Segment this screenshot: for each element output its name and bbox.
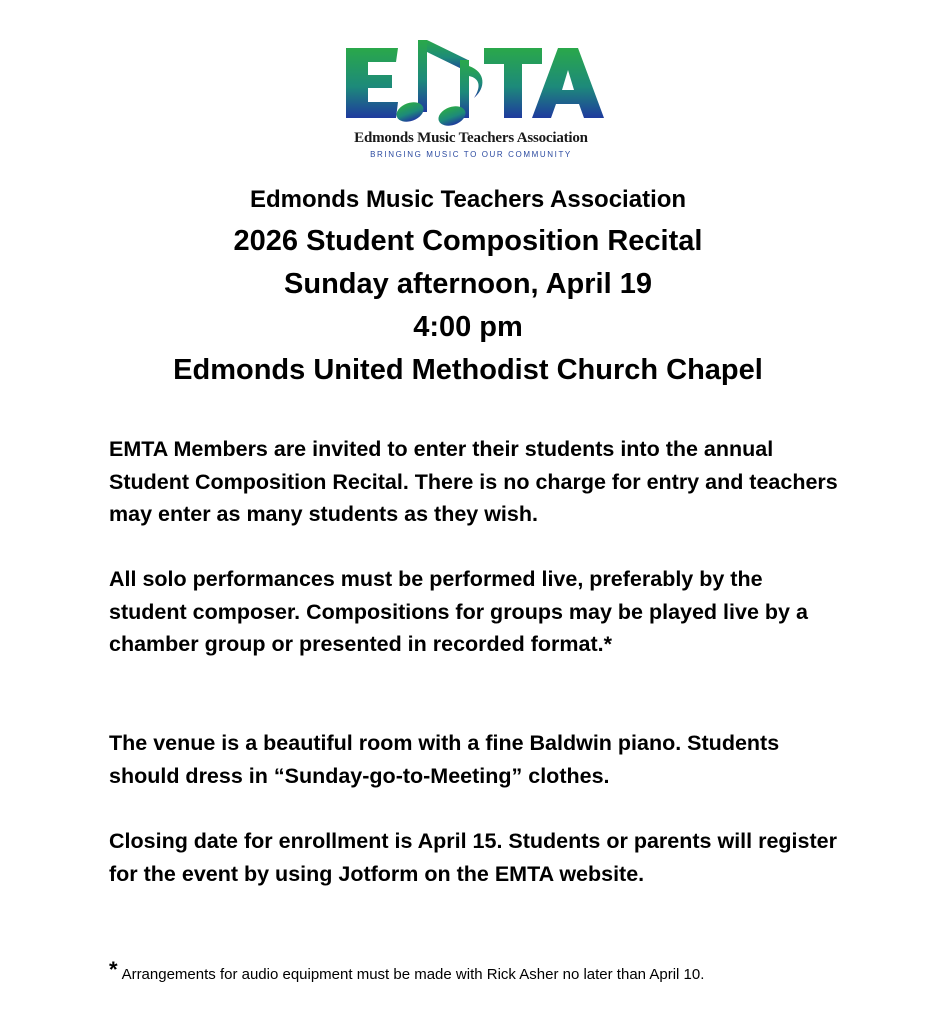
- event-header: [0, 220, 936, 392]
- footnote: [109, 957, 704, 983]
- event-date: Sunday afternoon, April 19: [284, 268, 652, 300]
- invitation-paragraph: EMTA Members are invited to enter their students into the annual Student Composition Recital. There is no charge for entry and teachers may enter as many students as they wish.: [109, 437, 838, 526]
- organization-heading: Edmonds Music Teachers Association: [249, 186, 687, 213]
- logo-org-name: Edmonds Music Teachers Association: [354, 130, 588, 146]
- logo-tagline: BRINGING MUSIC TO OUR COMMUNITY: [370, 150, 572, 159]
- venue-dress-paragraph: The venue is a beautiful room with a fine Baldwin piano. Students should dress in “Sunday-go-to-Meeting” clothes.: [109, 731, 780, 788]
- emta-logo: [336, 26, 606, 168]
- registration-paragraph: Closing date for enrollment is April 15. Students or parents will register for the event by using Jotform on the EMTA website.: [109, 829, 837, 886]
- event-title: 2026 Student Composition Recital: [233, 225, 703, 257]
- footnote-text: Arrangements for audio equipment must be made with Rick Asher no later than April 10.: [121, 966, 705, 983]
- event-time: 4:00 pm: [413, 311, 523, 343]
- emta-logo-mark: [336, 26, 606, 130]
- performance-rules-paragraph: All solo performances must be performed live, preferably by the student composer. Compositions for groups may be played live by a chamber group or presented in recorded format.*: [109, 567, 808, 656]
- event-venue: Edmonds United Methodist Church Chapel: [173, 354, 763, 386]
- footnote-marker: *: [109, 957, 118, 982]
